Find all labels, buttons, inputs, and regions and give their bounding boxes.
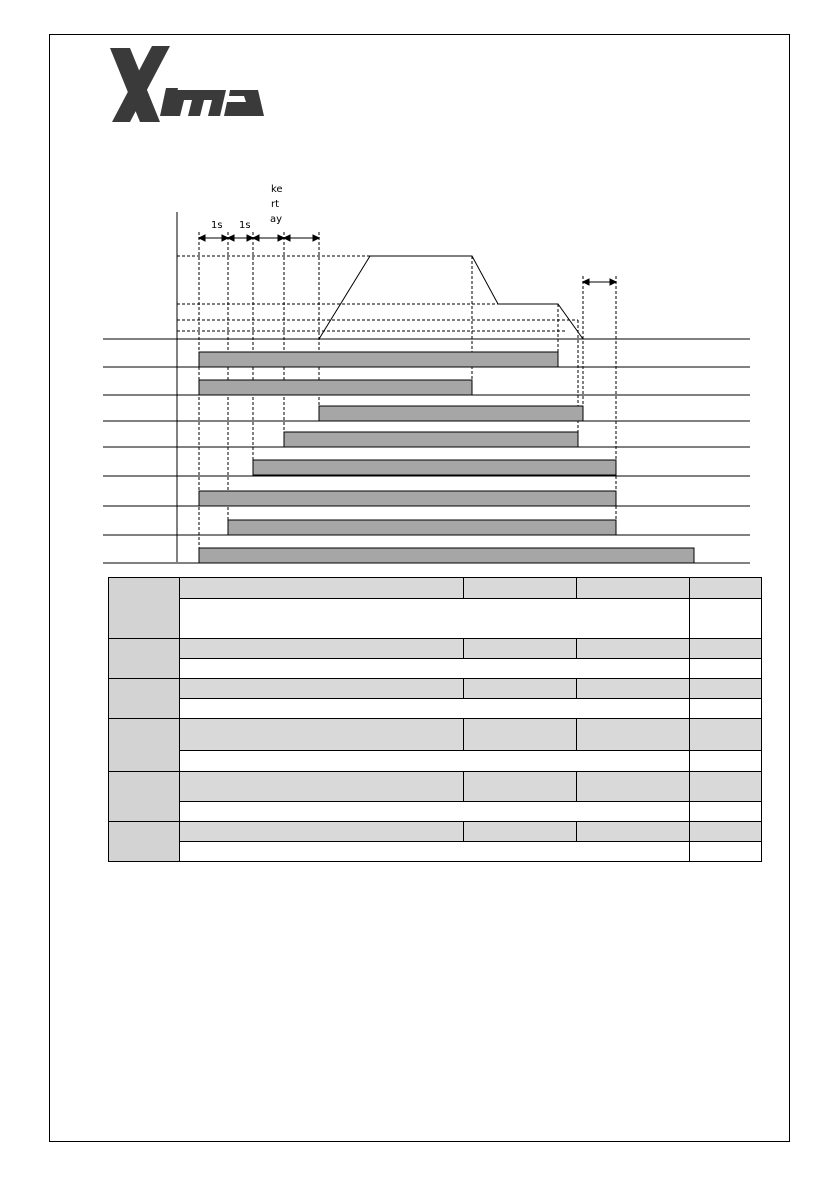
header-cell [180,822,464,842]
header-cell [464,719,577,751]
signal-bar-3 [319,406,583,421]
value-cell [180,599,690,639]
table-row [109,842,762,862]
table-row [109,659,762,679]
header-cell [690,679,762,699]
header-cell [690,772,762,802]
speed-profile [319,256,583,339]
header-cell [464,822,577,842]
header-cell [464,639,577,659]
signal-bar-8 [199,548,694,563]
group-cell-4 [109,719,180,772]
group-cell-5 [109,772,180,822]
header-cell [690,719,762,751]
value-cell [180,842,690,862]
value-cell [690,802,762,822]
header-cell [690,639,762,659]
header-cell [464,578,577,599]
header-cell [690,822,762,842]
interval-label-1: 1s [211,220,223,231]
signal-bars [199,352,694,563]
table-row [109,802,762,822]
value-cell [690,699,762,719]
value-cell [690,751,762,772]
header-cell [180,578,464,599]
header-cell [577,639,690,659]
delay-label-line-1: ke [271,184,283,195]
table-row [109,599,762,639]
signal-bar-5 [253,460,616,475]
header-cell [180,719,464,751]
header-cell [180,639,464,659]
delay-label-line-2: rt [271,199,280,210]
value-cell [690,599,762,639]
group-cell-2 [109,639,180,679]
header-cell [180,772,464,802]
table-row [109,751,762,772]
header-cell [577,719,690,751]
value-cell [690,659,762,679]
header-cell [464,679,577,699]
table-row [109,578,762,599]
header-cell [690,578,762,599]
value-cell [180,699,690,719]
interval-arrows [199,235,616,285]
signal-bar-2 [199,380,472,395]
table-row [109,772,762,802]
value-cell [690,842,762,862]
signal-bar-4 [284,432,578,447]
delay-label-line-3: ay [270,214,283,225]
parameter-table [108,577,762,862]
signal-bar-6 [199,491,616,506]
header-cell [577,578,690,599]
signal-bar-1 [199,352,558,367]
header-cell [577,679,690,699]
group-cell-3 [109,679,180,719]
signal-bar-7 [228,520,616,535]
header-cell [577,822,690,842]
table-row [109,719,762,751]
interval-label-2: 1s [239,220,251,231]
header-cell [180,679,464,699]
table-row [109,639,762,659]
value-cell [180,659,690,679]
value-cell [180,802,690,822]
group-cell-1 [109,578,180,639]
group-cell-6 [109,822,180,862]
table-row [109,699,762,719]
value-cell [180,751,690,772]
header-cell [577,772,690,802]
header-cell [464,772,577,802]
table-row [109,822,762,842]
table-row [109,679,762,699]
